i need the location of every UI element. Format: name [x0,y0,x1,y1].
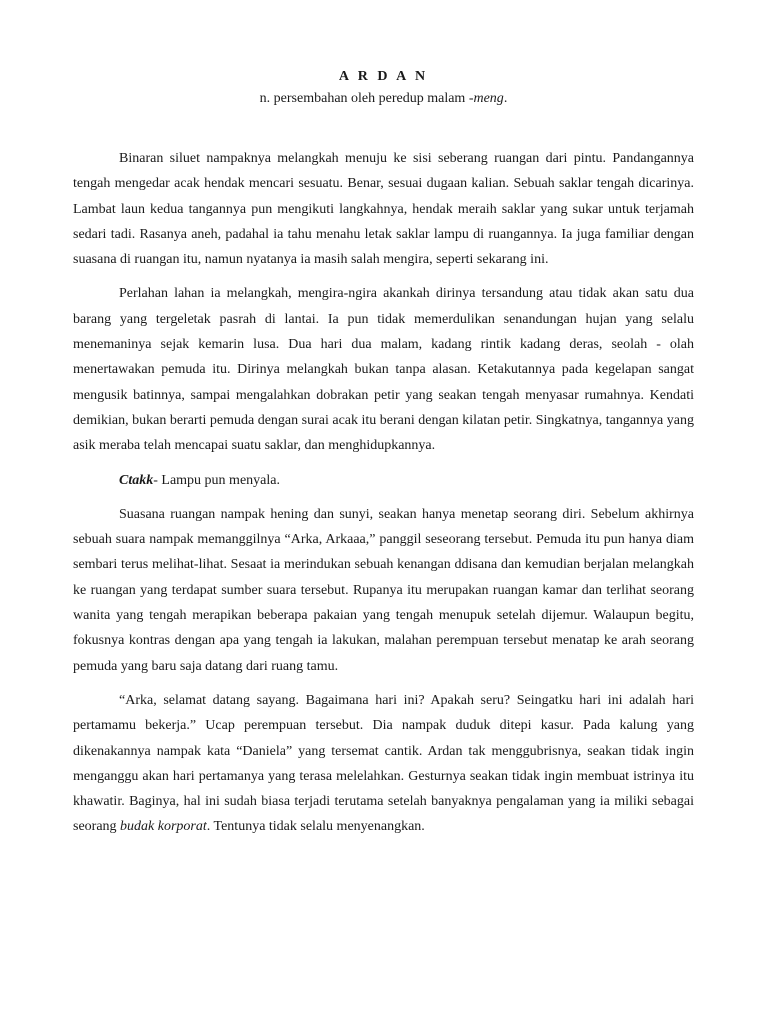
paragraph-3-rest: - Lampu pun menyala. [153,472,280,488]
paragraph-5-part-1: “Arka, selamat datang sayang. Bagaimana hari ini? Apakah seru? Seingatku hari ini adalah hari pertamamu bekerja.” Ucap perempuan tersebut. Dia nampak duduk ditepi kasur. Pada kalung yang dikenakannya nampak kata “Daniela” yang tersemat cantik. Ardan tak menggubrisnya, seakan tidak ingin menganggu akan hari pertamanya yang terasa melelahkan. Gesturnya seakan tidak ingin membuat istrinya itu khawatir. Baginya, hal ini sudah biasa terjadi terutama setelah banyaknya pengalaman yang ia miliki sebagai seorang [73,692,694,835]
document-subtitle [73,88,694,110]
document-title: A R D A N [338,69,429,84]
paragraph-5-emphasis: budak korporat [120,819,207,835]
paragraph-5-part-2: . Tentunya tidak selalu menyenangkan. [206,819,425,835]
document-body [73,146,694,840]
paragraph-3 [73,468,694,493]
paragraph-5 [73,688,694,840]
subtitle-prefix: n. persembahan oleh peredup malam - [259,91,474,106]
paragraph-1: Binaran siluet nampaknya melangkah menuju ke sisi seberang ruangan dari pintu. Pandangannya tengah mengedar acak hendak mencari sesuatu. Benar, sesuai dugaan kalian. Sebuah saklar tengah dicarinya. Lambat laun kedua tangannya pun mengikuti langkahnya, hendak meraih saklar yang sukar untuk terjamah sedari tadi. Rasanya aneh, padahal ia tahu menahu letak saklar lampu di ruangannya. Ia juga familiar dengan suasana di ruangan itu, namun nyatanya ia masih salah mengira, seperti sekarang ini. [73,151,694,268]
sound-effect: Ctakk [119,472,154,488]
document-page [73,66,694,840]
paragraph-2: Perlahan lahan ia melangkah, mengira-ngira akankah dirinya tersandung atau tidak akan satu dua barang yang tergeletak pasrah di lantai. Ia pun tidak memerdulikan senandungan hujan yang selalu menemaninya sejak kemarin lusa. Dua hari dua malam, kadang rintik kadang deras, seolah - olah menertawakan pemuda itu. Dirinya melangkah bukan tanpa alasan. Ketakutannya pada kegelapan sangat mengusik batinnya, sampai mengalahkan dobrakan petir yang seakan tengah menyasar rumahnya. Kendati demikian, bukan berarti pemuda dengan surai acak itu berani dengan kilatan petir. Singkatnya, tangannya yang asik meraba telah mencapai suatu saklar, dan menghidupkannya. [73,286,694,454]
subtitle-suffix: . [503,91,508,106]
paragraph-4: Suasana ruangan nampak hening dan sunyi, seakan hanya menetap seorang diri. Sebelum akhirnya sebuah suara nampak memanggilnya “Arka, Arkaaa,” panggil seseorang tersebut. Pemuda itu pun hanya diam sembari terus melihat-lihat. Sesaat ia merindukan sebuah kenangan ddisana dan kemudian berjalan melangkah ke ruangan yang terdapat sumber suara tersebut. Rupanya itu merupakan ruangan kamar dan terlihat seorang wanita yang tengah merapikan beberapa pakaian yang tengah menupuk setelah dijemur. Walaupun begitu, fokusnya kontras dengan apa yang tengah ia lakukan, malahan perempuan tersebut menatap ke arah seorang pemuda yang baru saja datang dari ruang tamu. [73,506,694,674]
subtitle-emphasis: meng [473,91,504,106]
